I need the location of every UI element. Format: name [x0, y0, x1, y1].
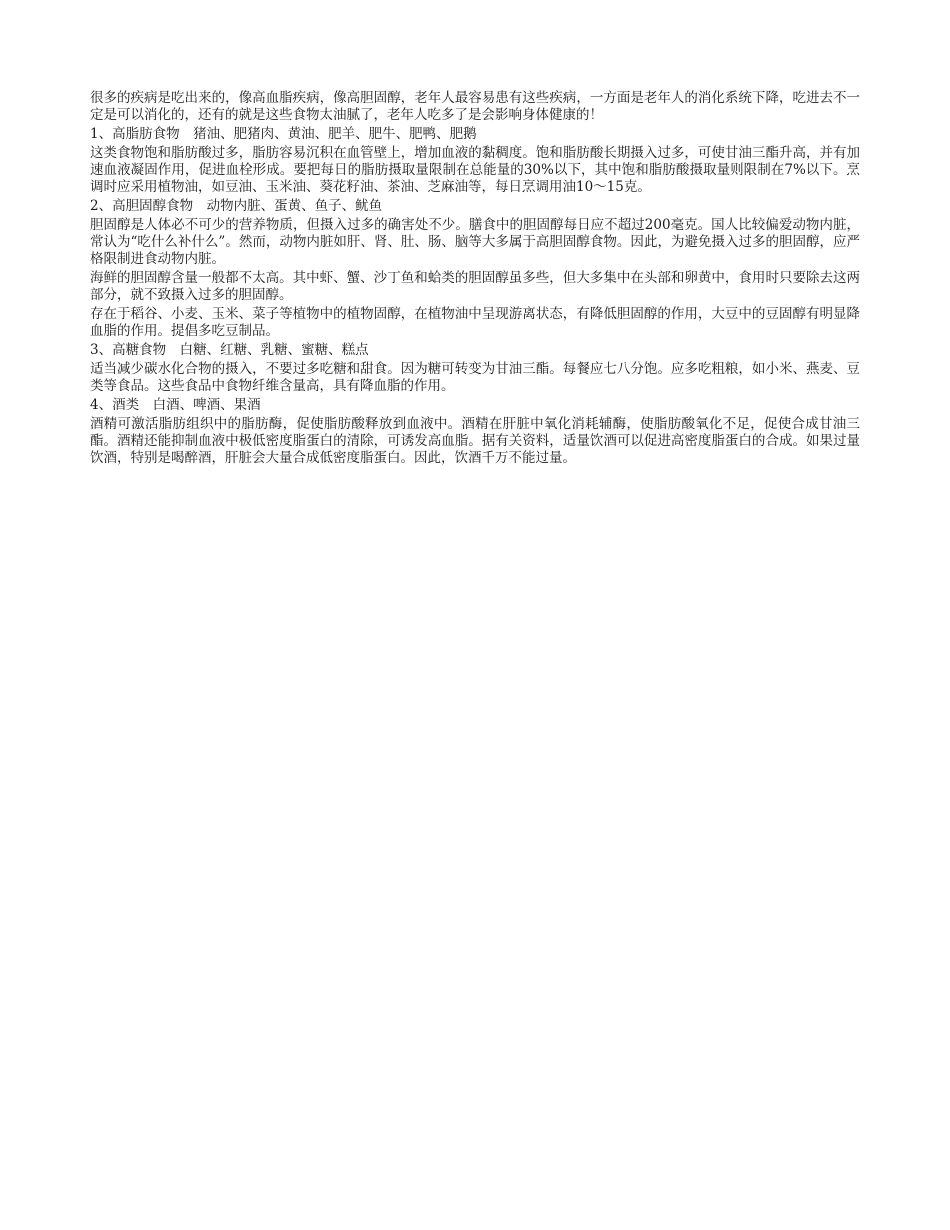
section-paragraph: 海鲜的胆固醇含量一般都不太高。其中虾、蟹、沙丁鱼和蛤类的胆固醇虽多些，但大多集中在头部和卵黄中，食用时只要除去这两部分，就不致摄入过多的胆固醇。 [90, 270, 860, 303]
section-high-sugar [90, 342, 860, 395]
section-high-fat [90, 126, 860, 196]
section-paragraph: 适当减少碳水化合物的摄入，不要过多吃糖和甜食。因为糖可转变为甘油三酯。每餐应七八分饱。应多吃粗粮，如小米、燕麦、豆类等食品。这些食品中食物纤维含量高，具有降血脂的作用。 [90, 361, 860, 394]
section-paragraph: 存在于稻谷、小麦、玉米、菜子等植物中的植物固醇，在植物油中呈现游离状态，有降低胆固醇的作用，大豆中的豆固醇有明显降血脂的作用。提倡多吃豆制品。 [90, 306, 860, 339]
document-body [90, 90, 860, 469]
section-alcohol [90, 397, 860, 467]
section-heading: 3、高糖食物 白糖、红糖、乳糖、蜜糖、糕点 [90, 342, 369, 358]
section-paragraph: 胆固醇是人体必不可少的营养物质，但摄入过多的确害处不少。膳食中的胆固醇每日应不超过200毫克。国人比较偏爱动物内脏，常认为“吃什么补什么”。然而，动物内脏如肝、肾、肚、肠、脑等大多属于高胆固醇食物。因此，为避免摄入过多的胆固醇，应严格限制进食动物内脏。 [90, 217, 860, 267]
section-heading: 1、高脂肪食物 猪油、肥猪肉、黄油、肥羊、肥牛、肥鸭、肥鹅 [90, 126, 477, 142]
section-high-cholesterol [90, 198, 860, 340]
section-paragraph: 酒精可激活脂肪组织中的脂肪酶，促使脂肪酸释放到血液中。酒精在肝脏中氧化消耗辅酶，使脂肪酸氧化不足，促使合成甘油三酯。酒精还能抑制血液中极低密度脂蛋白的清除，可诱发高血脂。据有关资料，适量饮酒可以促进高密度脂蛋白的合成。如果过量饮酒，特别是喝醉酒，肝脏会大量合成低密度脂蛋白。因此，饮酒千万不能过量。 [90, 416, 860, 466]
section-heading: 2、高胆固醇食物 动物内脏、蛋黄、鱼子、鱿鱼 [90, 198, 383, 214]
section-heading: 4、酒类 白酒、啤酒、果酒 [90, 397, 261, 413]
section-paragraph: 这类食物饱和脂肪酸过多，脂肪容易沉积在血管壁上，增加血液的黏稠度。饱和脂肪酸长期摄入过多，可使甘油三酯升高，并有加速血液凝固作用，促进血栓形成。要把每日的脂肪摄取量限制在总能量的30%以下，其中饱和脂肪酸摄取量则限制在7%以下。烹调时应采用植物油，如豆油、玉米油、葵花籽油、茶油、芝麻油等，每日烹调用油10～15克。 [90, 145, 860, 195]
intro-paragraph: 很多的疾病是吃出来的，像高血脂疾病，像高胆固醇，老年人最容易患有这些疾病，一方面是老年人的消化系统下降，吃进去不一定是可以消化的，还有的就是这些食物太油腻了，老年人吃多了是会影响身体健康的！ [90, 90, 860, 123]
